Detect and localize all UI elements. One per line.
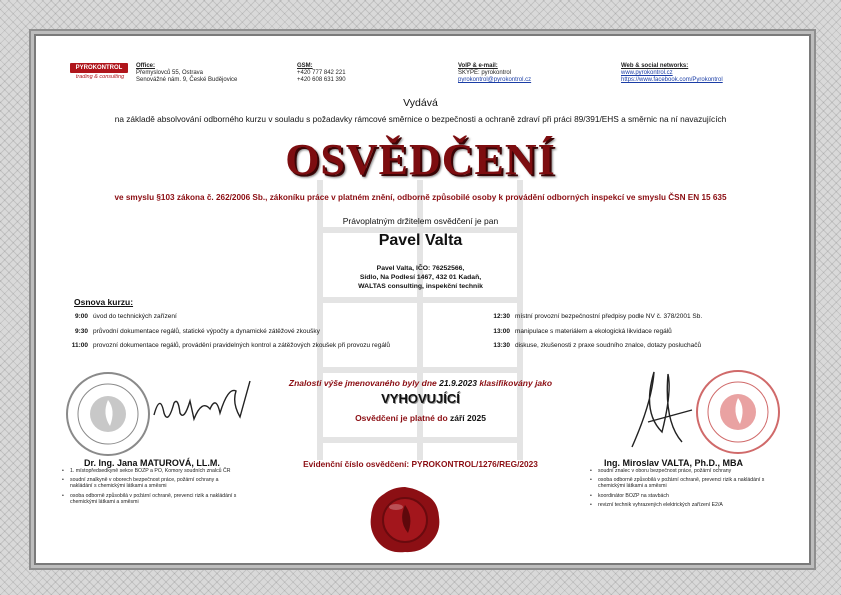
course-item xyxy=(54,313,494,321)
gsm-label: GSM: xyxy=(297,63,313,69)
left-signer-credentials xyxy=(62,468,242,508)
course-time: 12:30 xyxy=(493,313,510,320)
holder-detail-line: Pavel Valta, IČO: 76252566, xyxy=(376,265,465,272)
course-time: 13:30 xyxy=(493,342,510,349)
holder-name: Pavel Valta xyxy=(378,232,463,249)
course-text: místní provozní bezpečnostní předpisy podle NV č. 378/2001 Sb. xyxy=(515,313,703,320)
company-logo: PYROKONTROL xyxy=(70,63,128,73)
credential-item: • revizní technik vyhrazených elektrických zařízení E2/A xyxy=(590,502,780,508)
voip-line: SKYPE: pyrokontrol xyxy=(458,70,512,77)
holder-detail-line: WALTAS consulting, inspekční technik xyxy=(358,283,483,291)
holder-details xyxy=(0,264,841,292)
course-item xyxy=(476,342,796,350)
right-signer-credentials xyxy=(590,468,780,511)
grade: VYHOVUJÍCÍ xyxy=(381,391,460,406)
office-block xyxy=(136,63,286,85)
course-heading: Osnova kurzu: xyxy=(74,297,134,307)
voip-label: VoIP & e-mail: xyxy=(458,63,498,69)
course-time: 11:00 xyxy=(71,342,88,349)
cert-number-value: PYROKONTROL/1276/REG/2023 xyxy=(411,459,538,469)
right-signer-name: Ing. Miroslav VALTA, Ph.D., MBA xyxy=(604,458,744,468)
result-pre: Znalosti výše jmenovaného byly dne xyxy=(288,378,440,388)
credential-item: • soudní znalkyně v oborech bezpečnost práce, požární ochrany a nakládání s chemickými látkami a směsmi xyxy=(62,477,242,489)
course-time: 9:00 xyxy=(74,313,88,320)
web-label: Web & social networks: xyxy=(621,63,689,69)
left-signature xyxy=(150,373,260,433)
right-signature xyxy=(612,362,702,452)
validity-date: září 2025 xyxy=(450,413,486,423)
gsm-line: +420 777 842 221 xyxy=(297,70,346,77)
office-label: Office: xyxy=(136,63,156,69)
office-line: Senovážné nám. 9, České Budějovice xyxy=(136,77,238,84)
credential-item: • 1. místopředsedkyně sekce BOZP a PO, Komory soudních znalců ČR xyxy=(62,468,242,474)
email-link[interactable]: pyrokontrol@pyrokontrol.cz xyxy=(458,77,532,84)
credential-item: • osoba odborně způsobilá v požární ochraně, prevenci rizik a nakládání s chemickými látkami a směsmi xyxy=(62,493,242,505)
course-time: 13:00 xyxy=(493,327,510,335)
office-line: Přemyslovců 55, Ostrava xyxy=(136,70,204,77)
course-time: 9:30 xyxy=(74,327,88,335)
facebook-link[interactable]: https://www.facebook.com/Pyrokontrol xyxy=(621,77,723,84)
holder-intro: Právoplatným držitelem osvědčení je pan xyxy=(342,216,499,226)
gsm-line: +420 608 631 390 xyxy=(297,77,346,84)
course-right-list xyxy=(476,313,796,350)
left-signer-name: Dr. Ing. Jana MATUROVÁ, LL.M. xyxy=(84,458,220,468)
issued-label: Vydává xyxy=(403,97,438,109)
course-item xyxy=(54,328,494,336)
course-item xyxy=(54,342,494,350)
credential-item: • osoba odborně způsobilá v požární ochraně, prevenci rizik a nakládání s chemickými látkami a směsmi xyxy=(590,477,780,489)
credential-item: • soudní znalec v oboru bezpečnost práce, požární ochrany xyxy=(590,468,780,474)
issue-basis: na základě absolvování odborného kurzu v souladu s požadavky rámcové směrnice o bezpečnosti a ochraně zdraví při práci 89/391/EHS a směrnic na ní navazujících xyxy=(114,114,727,124)
result-post: klasifikovány jako xyxy=(476,378,553,388)
validity-pre: Osvědčení je platné do xyxy=(355,413,451,423)
course-text: manipulace s materiálem a ekologická likvidace regálů xyxy=(515,327,672,335)
course-item xyxy=(476,313,796,321)
left-stamp xyxy=(64,370,152,458)
course-text: úvod do technických zařízení xyxy=(93,313,177,320)
course-item xyxy=(476,328,796,336)
course-text: průvodní dokumentace regálů, statické výpočty a dynamické zátěžové zkoušky xyxy=(93,327,320,335)
certificate-title: OSVĚDČENÍ xyxy=(285,135,556,184)
course-left-list xyxy=(54,313,494,350)
course-text: provozní dokumentace regálů, provádění pravidelných kontrol a zátěžových zkoušek při provozu regálů xyxy=(93,342,391,349)
website-link[interactable]: www.pyrokontrol.cz xyxy=(621,70,673,77)
company-tagline: trading & consulting xyxy=(75,74,125,80)
web-block xyxy=(621,63,781,85)
holder-detail-line: Sídlo, Na Podlesí 1467, 432 01 Kadaň, xyxy=(359,274,482,282)
credential-item: • koordinátor BOZP na stavbách xyxy=(590,493,780,499)
exam-date: 21.9.2023 xyxy=(439,378,477,388)
gsm-block xyxy=(297,63,447,85)
wax-seal xyxy=(368,485,442,555)
right-stamp xyxy=(694,368,782,456)
course-text: diskuse, zkušenosti z praxe soudního znalce, dotazy posluchačů xyxy=(515,342,702,349)
cert-number-label: Evidenční číslo osvědčení: xyxy=(303,459,412,469)
voip-block xyxy=(458,63,608,85)
law-reference: ve smyslu §103 zákona č. 262/2006 Sb., zákoníku práce v platném znění, odborně způsobilé osoby k provádění odborných inspekcí ve smyslu ČSN EN 15 635 xyxy=(114,193,727,202)
